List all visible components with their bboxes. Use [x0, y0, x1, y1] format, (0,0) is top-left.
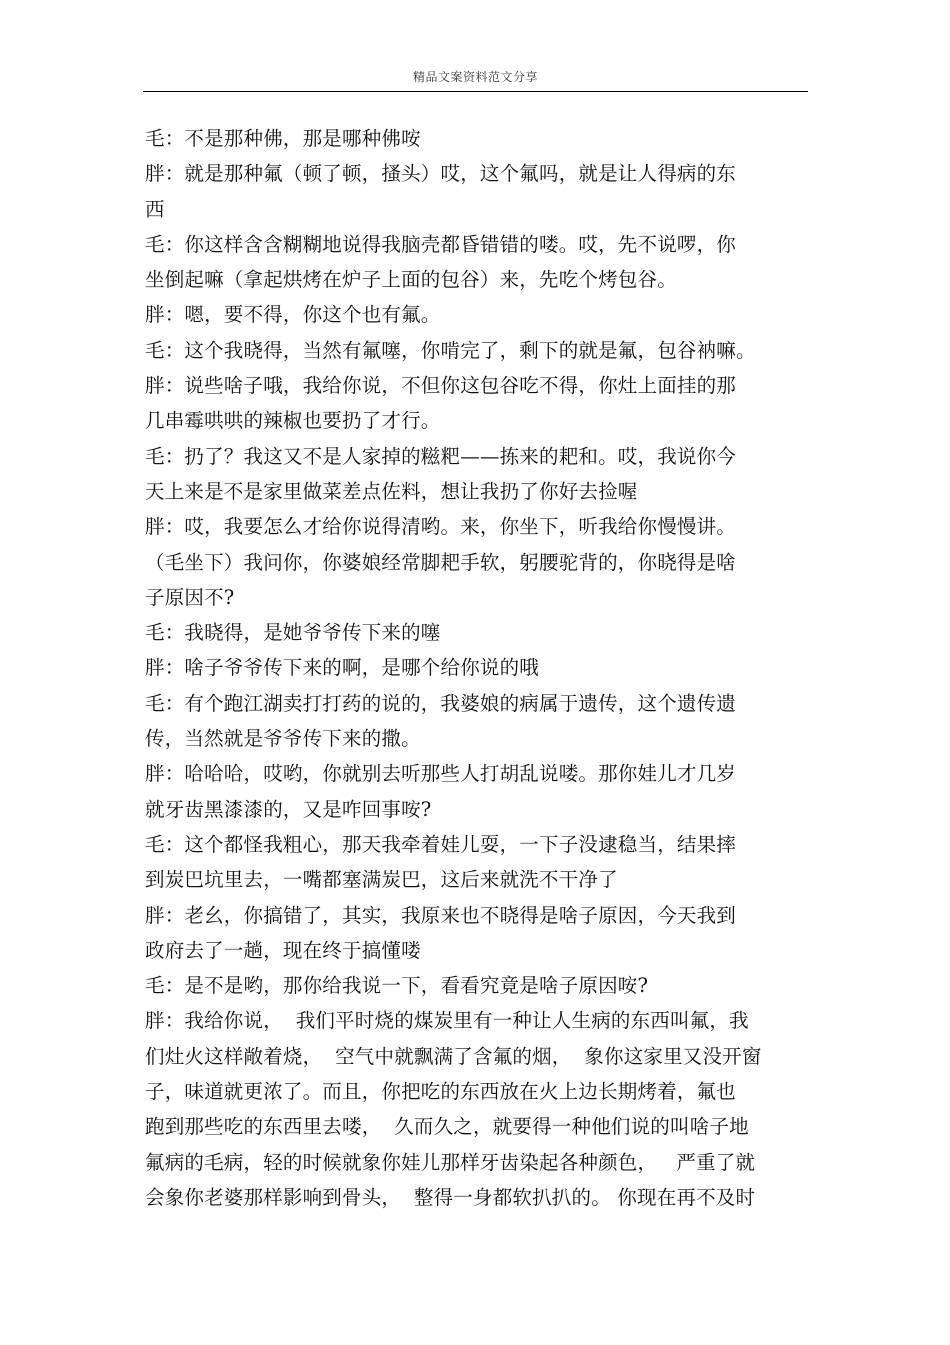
text-line: 毛：你这样含含糊糊地说得我脑壳都昏错错的喽。哎，先不说啰，你: [145, 232, 737, 256]
text-line: 就牙齿黑漆漆的，又是咋回事咹?: [145, 797, 432, 821]
text-line: 毛：这个我晓得，当然有氟噻，你啃完了，剩下的就是氟，包谷衲嘛。: [145, 338, 756, 362]
text-line: 胖：老幺，你搞错了，其实，我原来也不晓得是啥子原因，今天我到: [145, 903, 737, 927]
text-line: 传，当然就是爷爷传下来的撒。: [145, 727, 421, 751]
text-line: 坐倒起嘛（拿起烘烤在炉子上面的包谷）来，先吃个烤包谷。: [145, 268, 677, 292]
text-line: 西: [145, 197, 165, 221]
text-line: 政府去了一趟，现在终于搞懂喽: [145, 938, 421, 962]
text-line: 胖：就是那种氟（顿了顿，搔头）哎，这个氟吗，就是让人得病的东: [145, 162, 737, 186]
text-line: （毛坐下）我问你，你婆娘经常脚耙手软，躬腰驼背的，你晓得是啥: [145, 550, 737, 574]
text-line: 毛：有个跑江湖卖打打药的说的，我婆娘的病属于遗传，这个遗传遗: [145, 691, 737, 715]
text-line: 胖：哈哈哈，哎哟，你就别去听那些人打胡乱说喽。那你娃儿才几岁: [145, 762, 737, 786]
header-divider: [143, 91, 808, 92]
text-line: 胖：我给你说， 我们平时烧的煤炭里有一种让人生病的东西叫氟，我: [145, 1009, 749, 1033]
text-line: 毛：不是那种佛，那是哪种佛咹: [145, 127, 421, 150]
text-line: 毛：是不是哟，那你给我说一下，看看究竟是啥子原因咹?: [145, 974, 649, 998]
text-line: 毛：这个都怪我粗心，那天我牵着娃儿耍，一下子没逮稳当，结果摔: [145, 832, 737, 856]
text-line: 子原因不?: [145, 585, 235, 609]
text-line: 毛：扔了？我这又不是人家掉的糍粑——拣来的耙和。哎，我说你今: [145, 444, 737, 468]
text-line: 们灶火这样敞着烧， 空气中就飘满了含氟的烟， 象你这家里又没开窗: [145, 1044, 762, 1068]
text-line: 天上来是不是家里做菜差点佐料，想让我扔了你好去捡喔: [145, 479, 638, 503]
text-line: 几串霉哄哄的辣椒也要扔了才行。: [145, 409, 441, 433]
text-line: 胖：说些啥子哦，我给你说，不但你这包谷吃不得，你灶上面挂的那: [145, 374, 737, 398]
text-line: 胖：嗯，要不得，你这个也有氟。: [145, 303, 441, 327]
text-line: 子，味道就更浓了。而且，你把吃的东西放在火上边长期烤着，氟也: [145, 1080, 737, 1104]
text-line: 胖：啥子爷爷传下来的啊，是哪个给你说的哦: [145, 656, 540, 680]
text-line: 跑到那些吃的东西里去喽， 久而久之，就要得一种他们说的叫啥子地: [145, 1115, 749, 1139]
text-line: 氟病的毛病，轻的时候就象你娃儿那样牙齿染起各种颜色， 严重了就: [145, 1150, 756, 1174]
text-line: 会象你老婆那样影响到骨头， 整得一身都软扒扒的。 你现在再不及时: [145, 1185, 756, 1209]
document-body: [145, 121, 815, 1215]
text-line: 毛：我晓得，是她爷爷传下来的噻: [145, 621, 441, 645]
text-line: 到炭巴坑里去，一嘴都塞满炭巴，这后来就洗不干净了: [145, 868, 618, 892]
text-line: 胖：哎，我要怎么才给你说得清哟。来，你坐下，听我给你慢慢讲。: [145, 515, 737, 539]
page-header: 精品文案资料范文分享: [412, 70, 538, 84]
